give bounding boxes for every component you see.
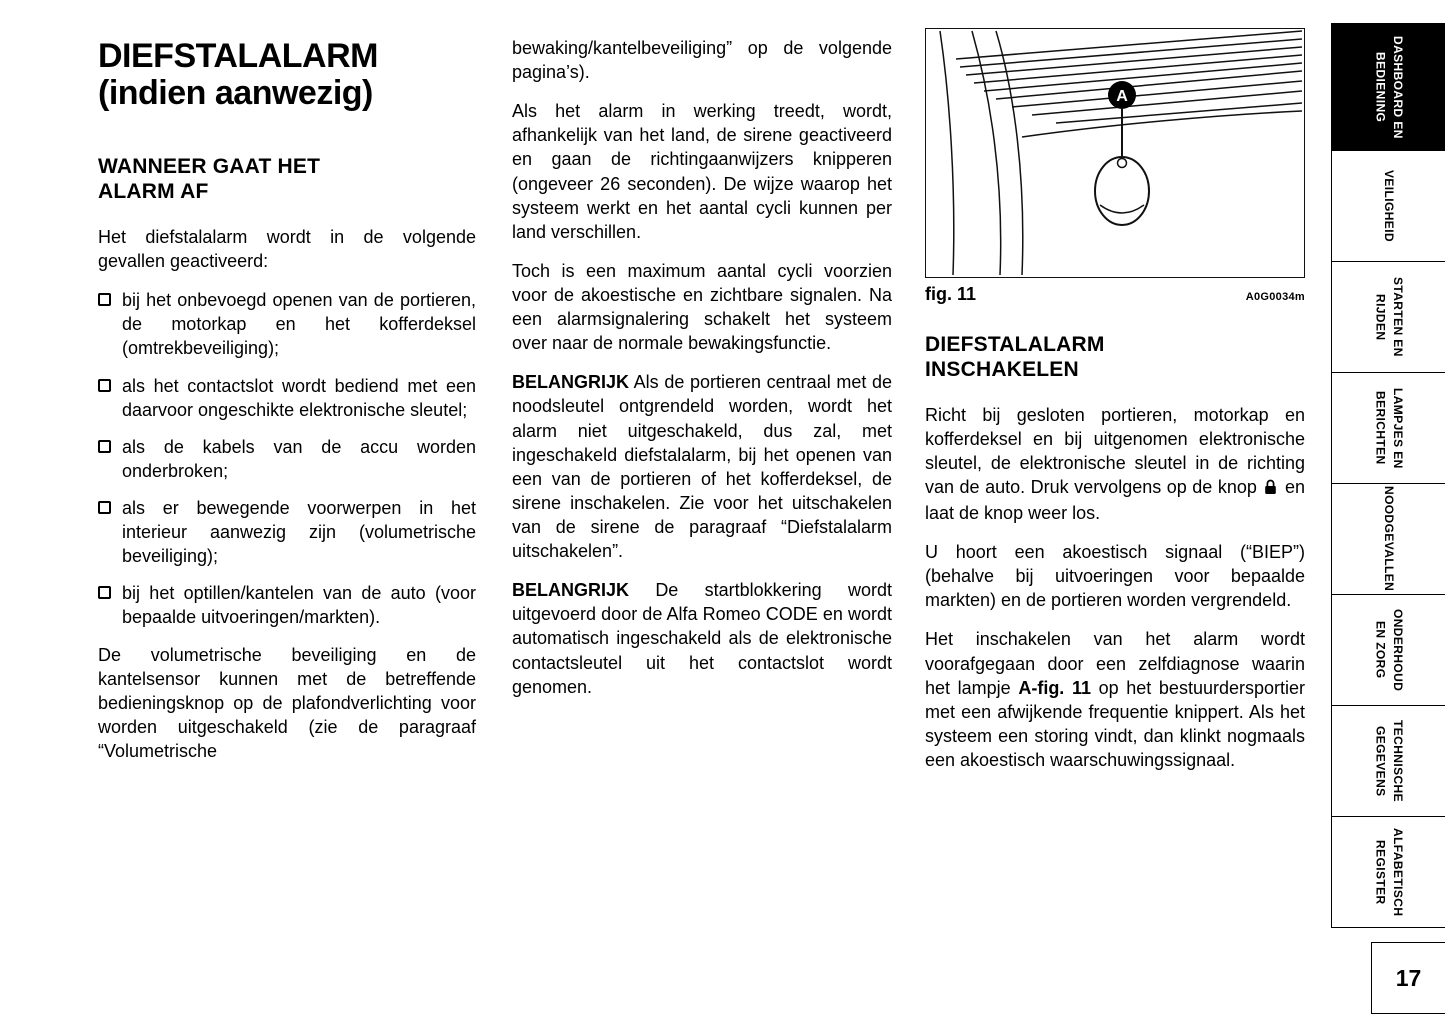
page-number: 17 <box>1395 964 1422 991</box>
important-label: BELANGRIJK <box>512 580 630 601</box>
section-heading-alarm-triggers: WANNEER GAAT HET ALARM AF <box>98 155 321 204</box>
tab-starten-en-rijden: STARTEN EN RIJDEN <box>1331 261 1445 373</box>
important-label: BELANGRIJK <box>512 372 630 393</box>
bullet-square-icon <box>98 440 111 453</box>
paragraph-important <box>512 370 892 563</box>
tab-lampjes-en-berichten: LAMPJES EN BERICHTEN <box>1331 372 1445 484</box>
paragraph-text: Het inschakelen van het alarm wordt voorafgegaan door een zelfdiagnose waarin het lampje <box>925 629 1305 698</box>
list-item-text: bij het optillen/kantelen van de auto (voor bepaalde uitvoeringen/markten). <box>122 583 476 628</box>
bullet-square-icon <box>98 501 111 514</box>
figure-door-lock-led <box>925 28 1305 278</box>
figure-code: A0G0034m <box>1245 291 1305 303</box>
list-item <box>98 288 476 360</box>
tab-technische-gegevens: TECHNISCHE GEGEVENS <box>1331 705 1445 817</box>
figure-caption: fig. 11 <box>925 284 977 304</box>
list-item <box>98 496 476 568</box>
section-heading-alarm-enable: DIEFSTALALARM INSCHAKELEN <box>925 333 1105 381</box>
bullet-square-icon <box>98 293 111 306</box>
paragraph-with-lock-icon <box>925 403 1305 526</box>
page-number-box <box>1371 942 1445 1014</box>
page-title-line2: (indien aanwezig) <box>98 73 373 112</box>
column-left <box>98 38 476 778</box>
list-item <box>98 374 476 422</box>
bullet-square-icon <box>98 379 111 392</box>
list-item-text: als er bewegende voorwerpen in het interieur aanwezig zijn (volumetrische beveiliging); <box>122 497 476 567</box>
list-item <box>98 435 476 483</box>
page-title <box>98 38 476 111</box>
tab-alfabetisch-register: ALFABETISCH REGISTER <box>1331 816 1445 928</box>
paragraph: Als het alarm in werking treedt, wordt, afhankelijk van het land, de sirene geactiveerd en gaan de richtingaanwijzers knipperen (ongeveer 26 seconden). De wijze waarop het systeem werkt en het aantal cycli kunnen per land verschillen. <box>512 101 892 242</box>
paragraph: Toch is een maximum aantal cycli voorzien voor de akoestische en zichtbare signalen. Na een alarmsignalering schakelt het systeem over naar de normale bewakingsfunctie. <box>512 260 892 354</box>
section-tab-rail <box>1331 24 1445 928</box>
paragraph-text: en laat de knop weer los. <box>925 476 1305 523</box>
figure-reference: A-fig. 11 <box>1018 677 1091 698</box>
paragraph-intro: Het diefstalalarm wordt in de volgende gevallen geactiveerd: <box>98 226 476 272</box>
important-text: De startblokkering wordt uitgevoerd door de Alfa Romeo CODE en wordt automatisch ingeschakeld als de elektronische contactsleutel uit het contactslot wordt genomen. <box>512 580 892 697</box>
lock-icon <box>1264 477 1277 501</box>
paragraph-text: Richt bij gesloten portieren, motorkap en kofferdeksel en bij uitgenomen elektronische sleutel, de elektronische sleutel in de richting van de auto. Druk vervolgens op de knop <box>925 404 1305 497</box>
tab-dashboard-en-bediening: DASHBOARD EN BEDIENING <box>1331 23 1445 151</box>
page-title-line1: DIEFSTALALARM <box>98 37 378 75</box>
paragraph-important <box>512 578 892 699</box>
paragraph: U hoort een akoestisch signaal (“BIEP”) (behalve bij uitvoeringen voor bepaalde markten) en de portieren worden vergrendeld. <box>925 542 1305 611</box>
figure-caption-row <box>925 284 1305 305</box>
column-right <box>925 28 1305 787</box>
important-text: Als de portieren centraal met de noodsleutel ontgrendeld worden, wordt het alarm niet uitgeschakeld, dus zal, met ingeschakeld diefstalalarm, bij het openen van een van de portieren of het kofferdeksel, de sirene inschakelen. Zie voor het uitschakelen van de sirene de paragraaf “Diefstalalarm uitschakelen”. <box>512 372 892 562</box>
marker-a-label: A <box>1116 88 1128 105</box>
paragraph-text: op het bestuurdersportier met een afwijkende frequentie knippert. Als het systeem een storing vindt, dan klinkt nogmaals een akoestisch waarschuwingssignaal. <box>925 677 1306 770</box>
list-item <box>98 581 476 629</box>
paragraph: bewaking/kantelbeveiliging” op de volgende pagina’s). <box>512 38 892 83</box>
list-item-text: als het contactslot wordt bediend met een daarvoor ongeschikte elektronische sleutel; <box>122 375 476 420</box>
paragraph-closing: De volumetrische beveiliging en de kantelsensor kunnen met de betreffende bedieningsknop op de plafondverlichting voor worden uitgeschakeld (zie de paragraaf “Volumetrische <box>98 644 476 761</box>
tab-noodgevallen: NOODGEVALLEN <box>1331 483 1445 595</box>
list-item-text: bij het onbevoegd openen van de portieren, de motorkap en het kofferdeksel (omtrekbeveiliging); <box>122 290 476 359</box>
list-item-text: als de kabels van de accu worden onderbroken; <box>122 436 476 481</box>
column-middle <box>512 36 892 714</box>
bullet-square-icon <box>98 586 111 599</box>
door-lock-led-drawing-icon <box>926 29 1304 277</box>
paragraph-with-figref <box>925 627 1305 772</box>
tab-onderhoud-en-zorg: ONDERHOUD EN ZORG <box>1331 594 1445 706</box>
tab-veiligheid: VEILIGHEID <box>1331 150 1445 262</box>
